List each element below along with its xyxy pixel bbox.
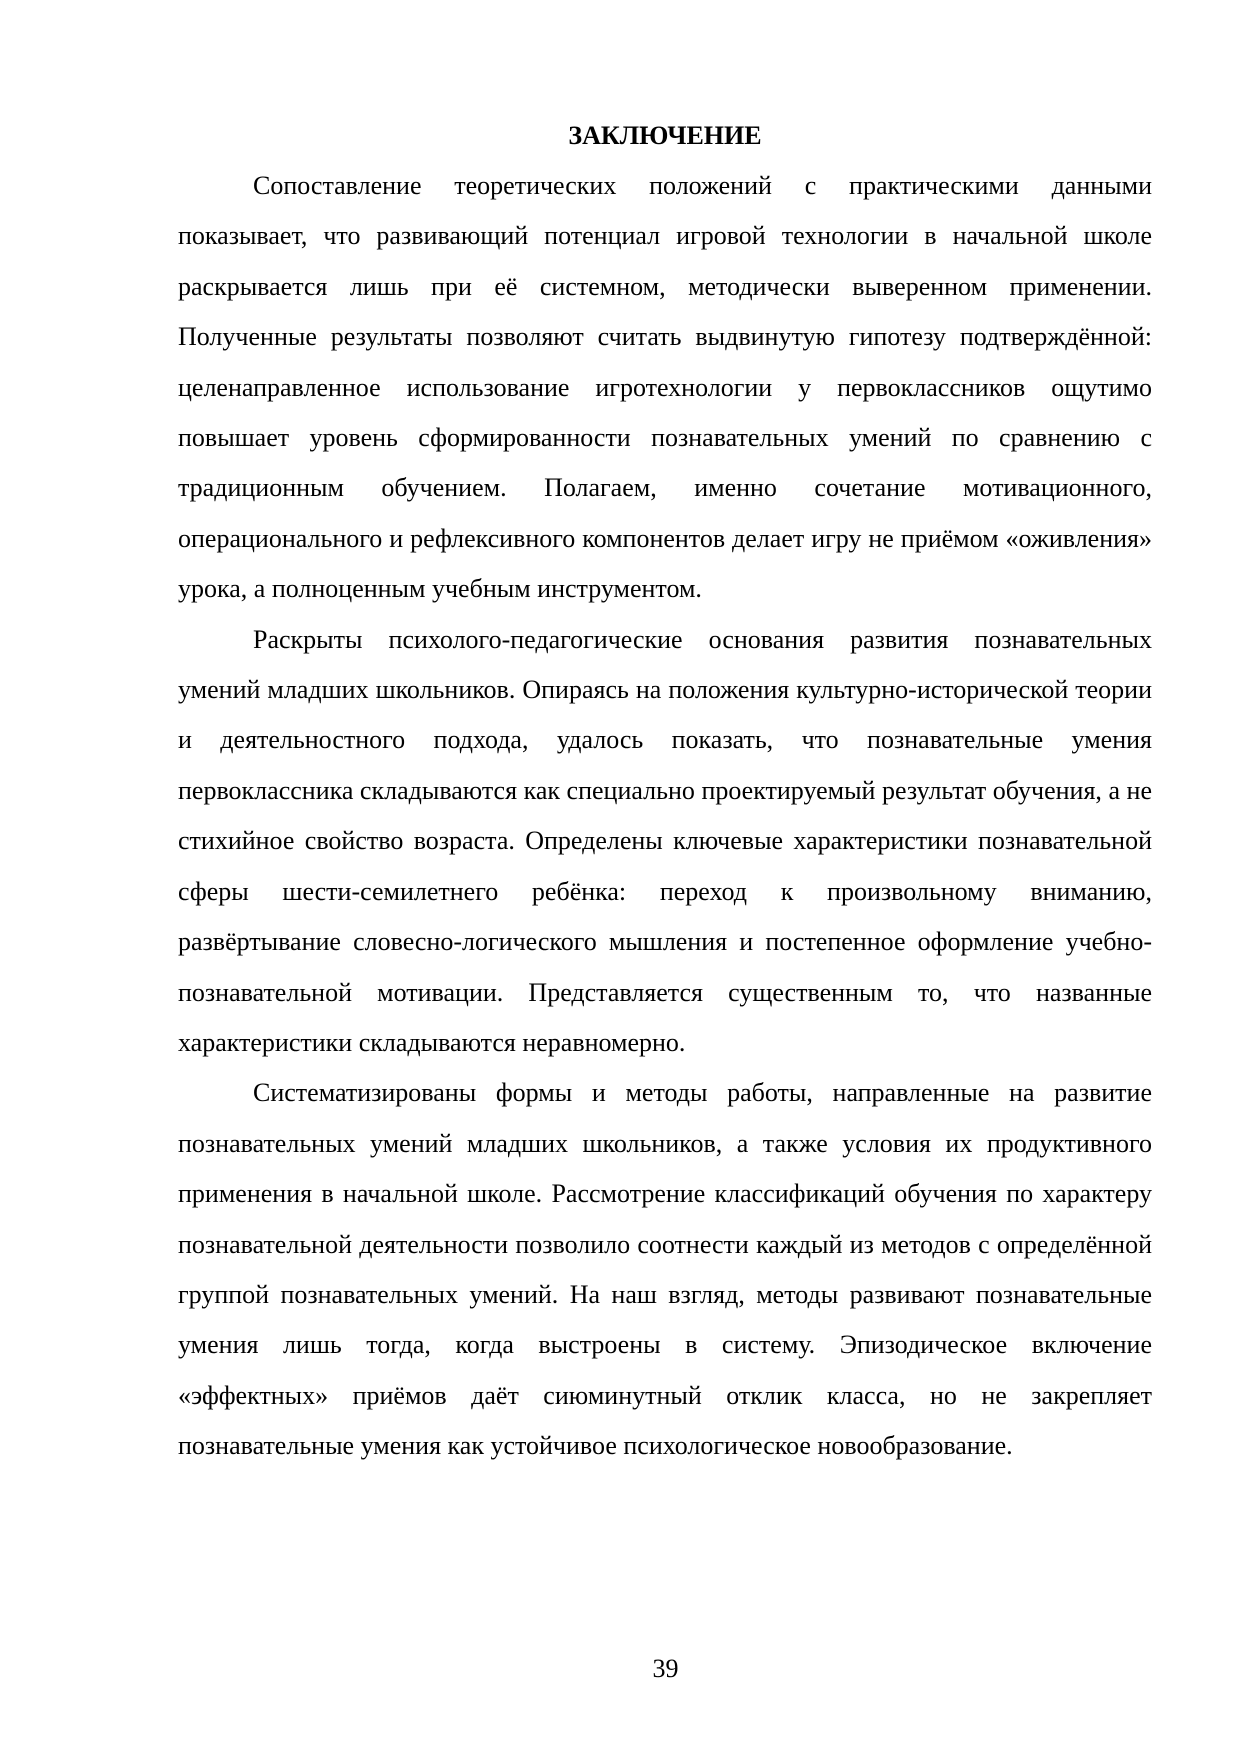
page-number: 39 [652, 1654, 679, 1683]
paragraph-1: Сопоставление теоретических положений с практическими данными показывает, что развивающий потенциал игровой технологии в начальной школе раскрывается лишь при её системном, методически выверенном применении. Полученные результаты позволяют считать выдвинутую гипотезу подтверждённой: целенаправленное использование игротехнологии у первоклассников ощутимо повышает уровень сформированности познавательных умений по сравнению с традиционным обучением. Полагаем, именно сочетание мотивационного, операционального и рефлексивного компонентов делает игру не приёмом «оживления» урока, а полноценным учебным инструментом. [178, 171, 1152, 604]
paragraph-2: Раскрыты психолого-педагогические основания развития познавательных умений младших школьников. Опираясь на положения культурно-исторической теории и деятельностного подхода, удалось показать, что познавательные умения первоклассника складываются как специально проектируемый результат обучения, а не стихийное свойство возраста. Определены ключевые характеристики познавательной сферы шести-семилетнего ребёнка: переход к произвольному вниманию, развёртывание словесно-логического мышления и постепенное оформление учебно-познавательной мотивации. Представляется существенным то, что названные характеристики складываются неравномерно. [178, 624, 1152, 1057]
paragraph-3: Систематизированы формы и методы работы, направленные на развитие познавательных умений младших школьников, а также условия их продуктивного применения в начальной школе. Рассмотрение классификаций обучения по характеру познавательной деятельности позволило соотнести каждый из методов с определённой группой познавательных умений. На наш взгляд, методы развивают познавательные умения лишь тогда, когда выстроены в систему. Эпизодическое включение «эффектных» приёмов даёт сиюминутный отклик класса, но не закрепляет познавательные умения как устойчивое психологическое новообразование. [178, 1078, 1152, 1461]
body-text [178, 161, 1152, 1472]
section-heading: ЗАКЛЮЧЕНИЕ [568, 121, 762, 150]
